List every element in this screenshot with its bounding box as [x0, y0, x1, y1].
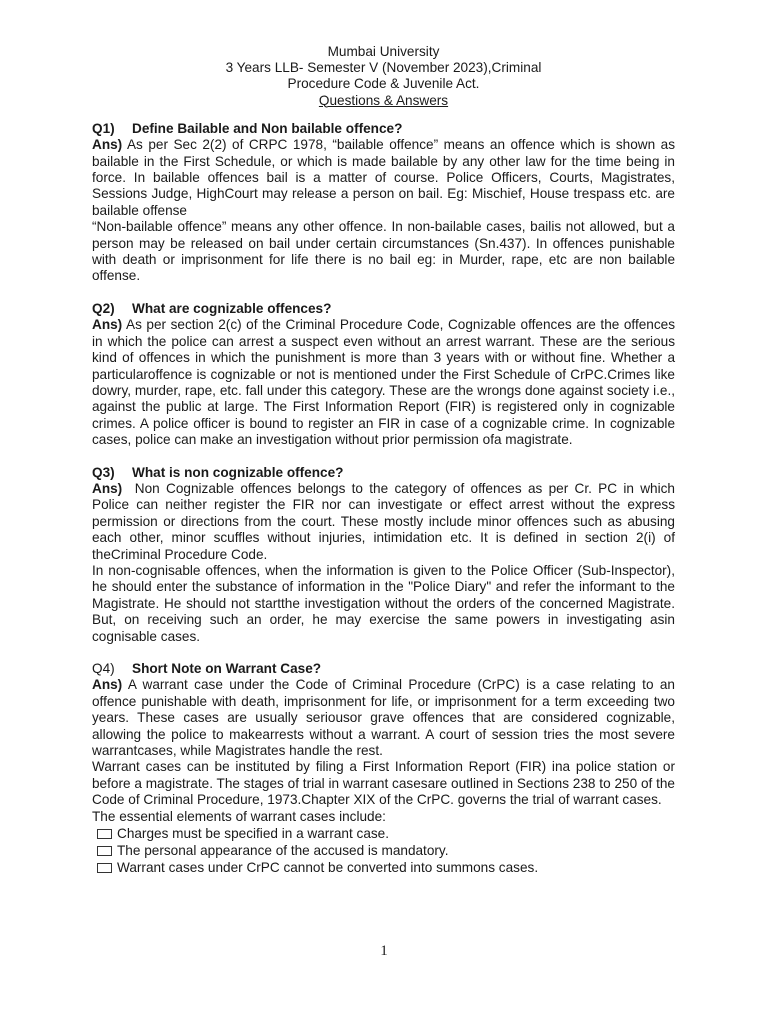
question-1-section — [92, 121, 675, 285]
checkbox-bullet-icon — [97, 829, 112, 839]
answer-4-text-1: A warrant case under the Code of Criminal Procedure (CrPC) is a case relating to an offence punishable with death, imprisonment for life, or imprisonment for a term exceeding two years. These cases are usually seriousor grave offences that are considered cognizable, allowing the police to makearrests without a warrant. A court of session tries the most severe warrantcases, while Magistrates handle the rest. — [92, 677, 675, 759]
answer-3-paragraph-2: In non-cognisable offences, when the information is given to the Police Officer (Sub-Inspector), he should enter the substance of information in the "Police Diary" and refer the informant to the Magistrate. He should not startthe investigation without the orders of the concerned Magistrate. But, on receiving such an order, he may exercise the same powers in investigating asin cognisable cases. — [92, 562, 675, 644]
question-2-section — [92, 301, 675, 449]
question-4-text: Short Note on Warrant Case? — [132, 661, 322, 676]
list-item-text: The personal appearance of the accused is mandatory. — [117, 843, 449, 859]
question-1-heading — [92, 121, 675, 137]
answer-label: Ans) — [92, 677, 123, 693]
page-number: 1 — [380, 943, 388, 959]
answer-1-text-1: As per Sec 2(2) of CRPC 1978, “bailable offence” means an offence which is shown as bailable in the First Schedule, or which is made bailable by any other law for the time being in force. In bailable offences bail is a matter of course. Police Officers, Courts, Magistrates, Sessions Judge, HighCourt may release a person on bail. Eg: Mischief, House trespass etc. are bailable offense — [92, 137, 676, 218]
list-item — [97, 842, 675, 859]
list-item — [97, 859, 675, 876]
question-1-text: Define Bailable and Non bailable offence? — [132, 120, 403, 136]
question-1-number: Q1) — [92, 120, 115, 136]
question-2-heading — [92, 301, 675, 317]
answer-3-paragraph-1 — [92, 481, 675, 563]
question-4-number: Q4) — [92, 661, 115, 676]
answer-2-text-1: As per section 2(c) of the Criminal Procedure Code, Cognizable offences are the offences in which the police can arrest a suspect even without an arrest warrant. These are the serious kind of offences in which the punishment is more than 3 years with or without fine. Whether a particularoffence is cognizable or not is mentioned under the First Schedule of CrPC.Crimes like dowry, murder, rape, etc. fall under this category. These are the wrongs done against society i.e., against the public at large. The First Information Report (FIR) is registered only in cognizable crimes. A police officer is bound to register an FIR in case of a cognizable crime. In cognizable cases, police can make an investigation without prior permission ofa magistrate. — [92, 317, 675, 448]
question-3-heading — [92, 465, 675, 481]
answer-label: Ans) — [92, 480, 123, 496]
question-2-text: What are cognizable offences? — [132, 300, 332, 316]
checkbox-bullet-icon — [97, 863, 112, 873]
answer-4-paragraph-2: Warrant cases can be instituted by filing a First Information Report (FIR) ina police station or before a magistrate. The stages of trial in warrant casesare outlined in Sections 238 to 250 of the Code of Criminal Procedure, 1973.Chapter XIX of the CrPC. governs the trial of warrant cases. — [92, 759, 675, 808]
list-item-text: Charges must be specified in a warrant case. — [117, 826, 390, 842]
header-subject: Procedure Code & Juvenile Act. — [287, 76, 480, 92]
question-3-number: Q3) — [92, 464, 115, 480]
answer-3-text-1: Non Cognizable offences belongs to the category of offences as per Cr. PC in which Police can neither register the FIR nor can investigate or effect arrest without the express permission or directions from the court. These mostly include minor offences such as abusing each other, minor scuffles without injuries, intimidation etc. It is defined in section 2(i) of theCriminal Procedure Code. — [92, 480, 675, 562]
answer-2-paragraph-1 — [92, 317, 675, 448]
answer-4-paragraph-1 — [92, 677, 675, 759]
question-4-heading — [92, 661, 675, 677]
question-2-number: Q2) — [92, 300, 115, 316]
question-3-text: What is non cognizable offence? — [132, 464, 344, 480]
list-item-text: Warrant cases under CrPC cannot be converted into summons cases. — [117, 860, 539, 876]
document-page — [92, 44, 675, 892]
question-4-section — [92, 661, 675, 876]
header-university: Mumbai University — [327, 44, 440, 59]
answer-4-paragraph-3: The essential elements of warrant cases include: — [92, 808, 386, 824]
header-course: 3 Years LLB- Semester V (November 2023),Criminal — [225, 60, 542, 76]
answer-1-paragraph-2: “Non-bailable offence” means any other offence. In non-bailable cases, bailis not allowed, but a person may be released on bail under certain circumstances (Sn.437). In offences punishable with death or imprisonment for life there is no bail eg: in Murder, rape, etc are non bailable offense. — [92, 219, 675, 284]
answer-label: Ans) — [92, 317, 123, 333]
document-header — [92, 44, 675, 109]
question-3-section — [92, 465, 675, 645]
answer-label: Ans) — [92, 137, 123, 153]
answer-1-paragraph-1 — [92, 137, 675, 219]
header-qa-title: Questions & Answers — [318, 92, 449, 108]
list-item — [97, 825, 675, 842]
checkbox-bullet-icon — [97, 846, 112, 856]
